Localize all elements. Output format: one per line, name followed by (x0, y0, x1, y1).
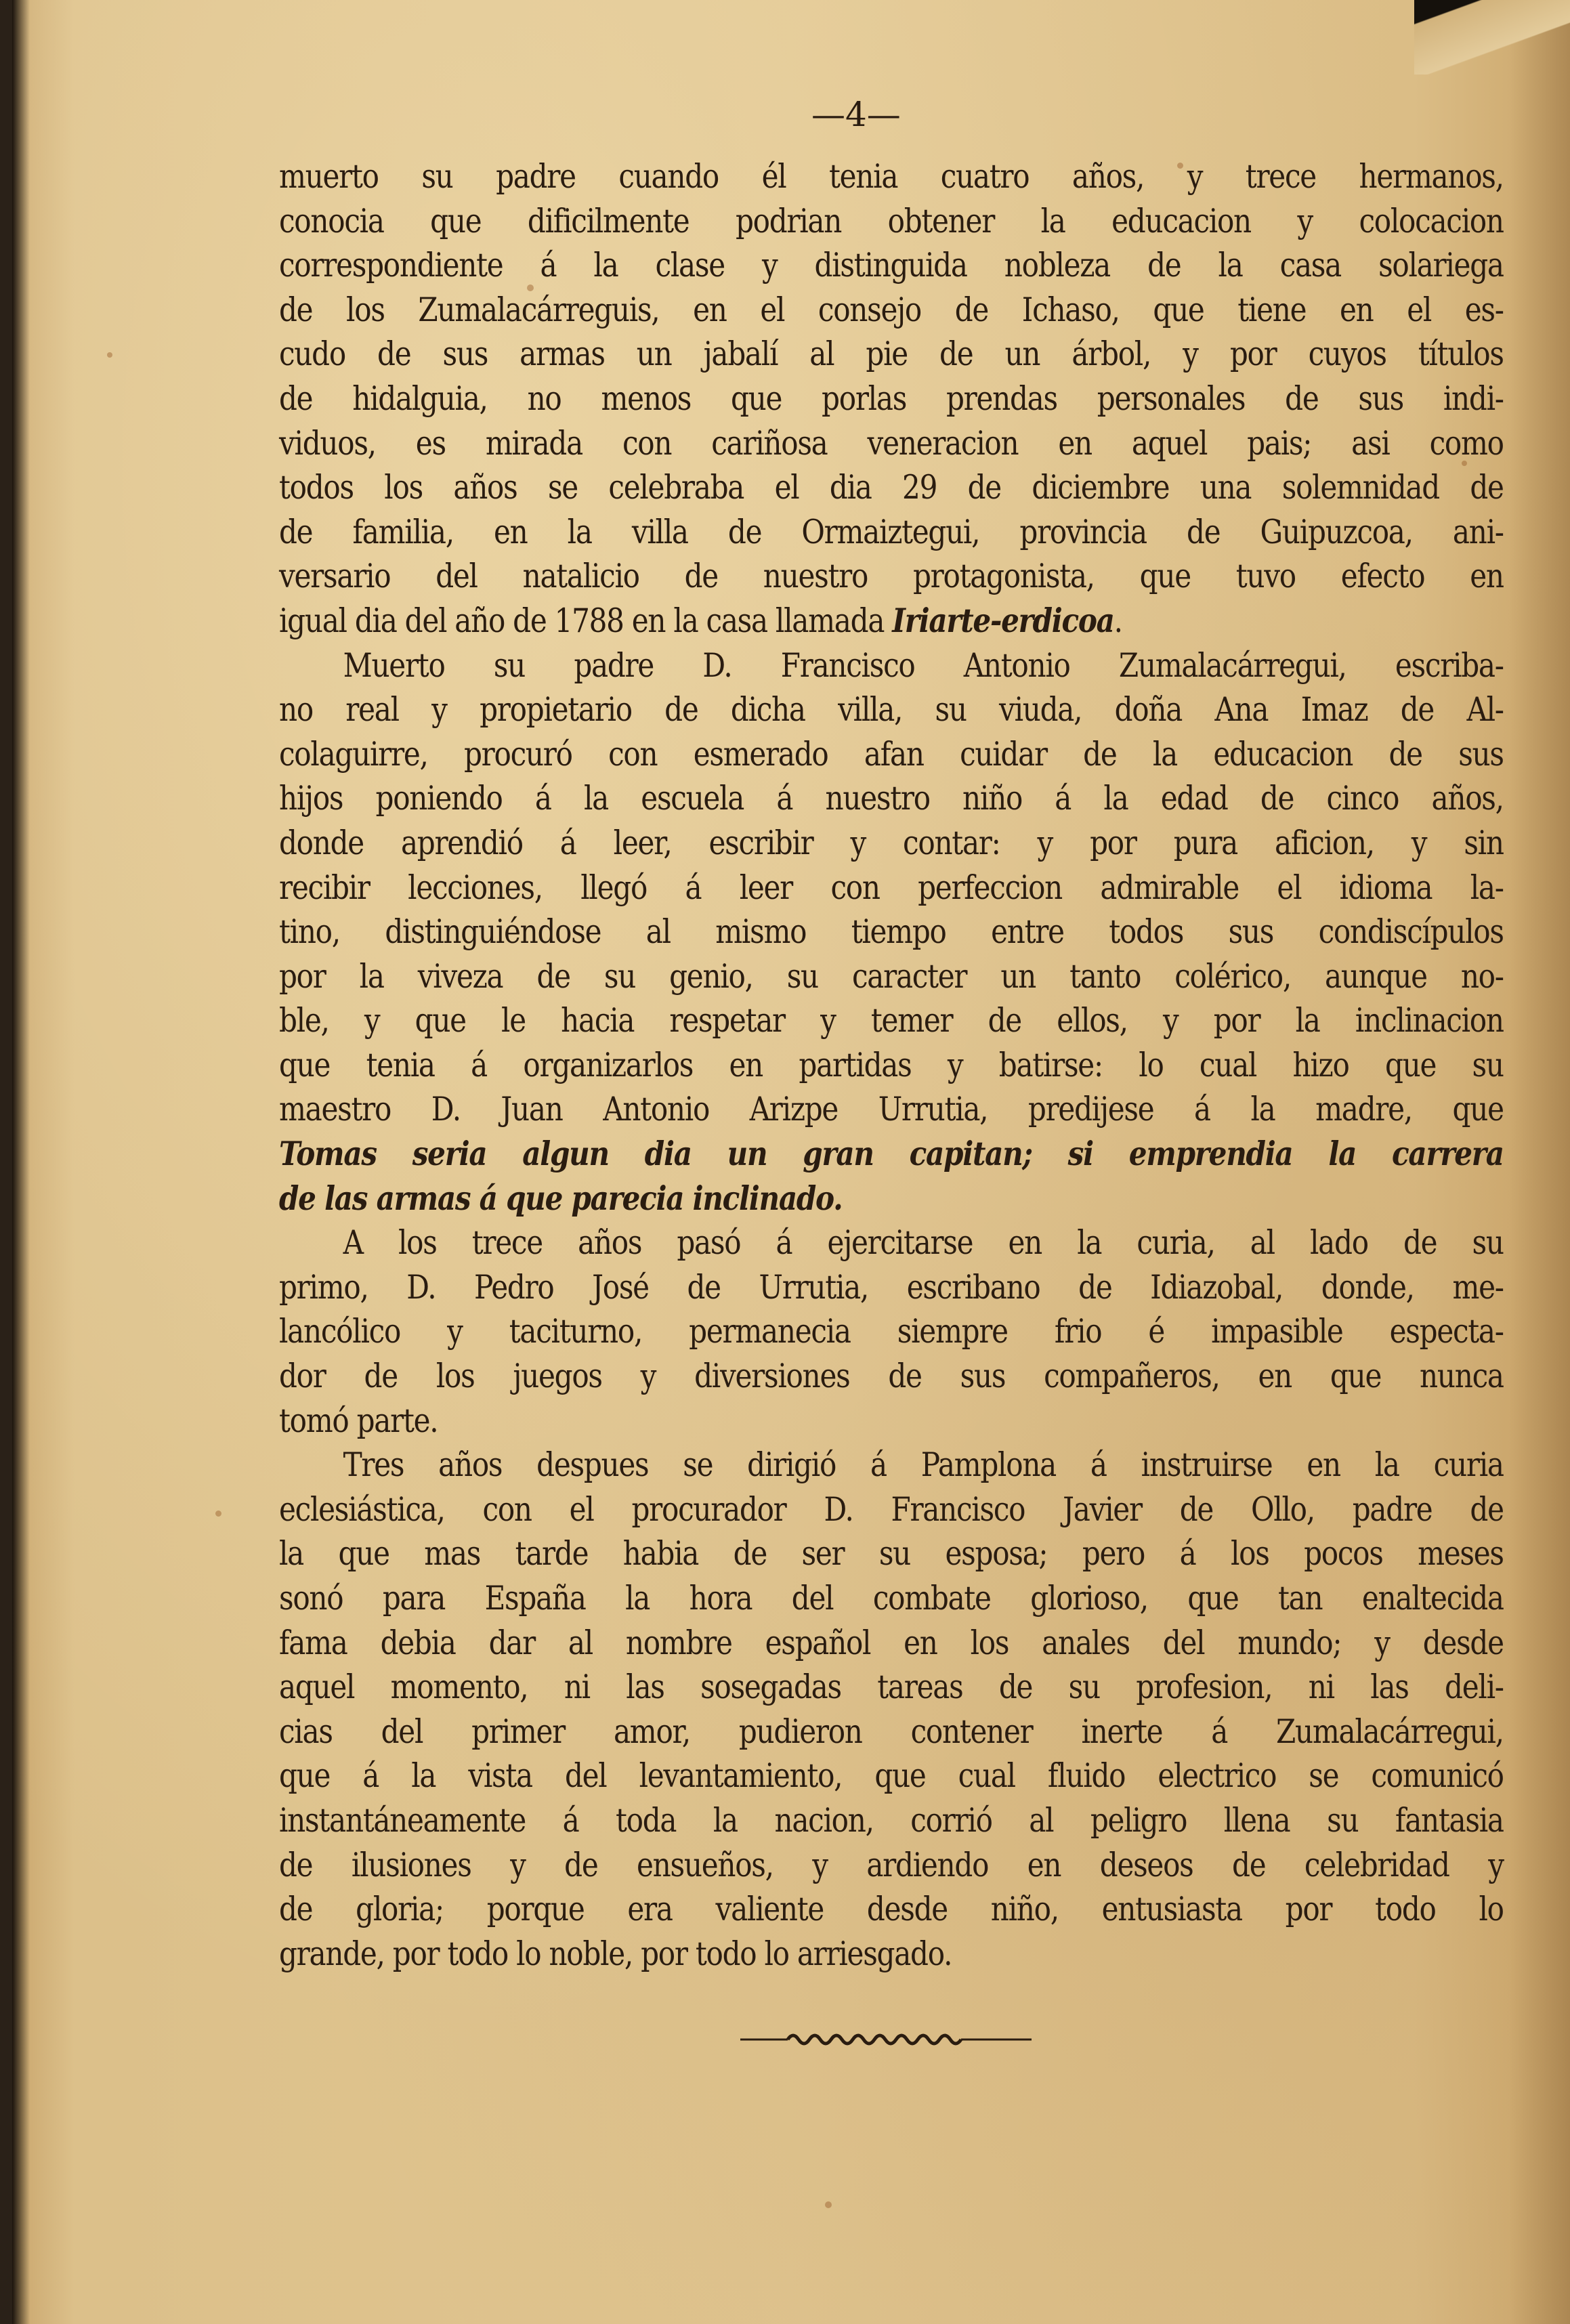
foxing-spot (1177, 163, 1183, 169)
text-line: de familia, en la villa de Ormaiztegui, provincia de Guipuzcoa, ani- (279, 512, 1504, 551)
folded-corner (1414, 0, 1570, 75)
text-line: A los trece años pasó á ejercitarse en la curia, al lado de su (343, 1223, 1504, 1263)
text-line: grande, por todo lo noble, por todo lo arriesgado. (279, 1934, 952, 1973)
text-run: igual dia del año de 1788 en la casa llamada (279, 601, 893, 640)
italic-text-line: de las armas á que parecia inclinado. (279, 1178, 843, 1218)
text-line: que á la vista del levantamiento, que cual fluido electrico se comunicó (279, 1756, 1504, 1796)
text-line: aquel momento, ni las sosegadas tareas de su profesion, ni las deli- (279, 1668, 1504, 1707)
page-number: —4— (811, 95, 901, 134)
wavy-rule-ornament (740, 2029, 1032, 2049)
text-line: todos los años se celebraba el dia 29 de diciembre una solemnidad de (279, 468, 1504, 507)
italic-house-name: Iriarte-erdicoa (892, 600, 1114, 640)
text-line (279, 599, 1504, 643)
text-line: no real y propietario de dicha villa, su viuda, doña Ana Imaz de Al- (279, 690, 1504, 730)
body-text (279, 154, 1504, 1976)
text-line: muerto su padre cuando él tenia cuatro años, y trece hermanos, (279, 157, 1504, 196)
page-edge-shadow (1509, 0, 1570, 2324)
paragraph-1 (279, 154, 1504, 643)
text-line: cudo de sus armas un jabalí al pie de un árbol, y por cuyos títulos (279, 335, 1504, 374)
text-line: viduos, es mirada con cariñosa veneracion en aquel pais; asi como (279, 423, 1504, 463)
text-line: Tres años despues se dirigió á Pamplona á instruirse en la curia (343, 1445, 1504, 1485)
foxing-spot (527, 284, 534, 291)
text-line: conocia que dificilmente podrian obtener la educacion y colocacion (279, 201, 1504, 240)
paragraph-2 (279, 643, 1504, 1221)
text-line: de gloria; porque era valiente desde niño, entusiasta por todo lo (279, 1890, 1504, 1929)
text-line: recibir lecciones, llegó á leer con perfeccion admirable el idioma la- (279, 868, 1504, 907)
text-line: eclesiástica, con el procurador D. Francisco Javier de Ollo, padre de (279, 1490, 1504, 1529)
foxing-spot (215, 1510, 221, 1517)
text-line: de hidalguia, no menos que porlas prendas personales de sus indi- (279, 379, 1504, 418)
text-line: Muerto su padre D. Francisco Antonio Zumalacárregui, escriba- (343, 646, 1504, 685)
foxing-spot (825, 2201, 832, 2208)
text-line: primo, D. Pedro José de Urrutia, escribano de Idiazobal, donde, me- (279, 1267, 1504, 1307)
text-line: la que mas tarde habia de ser su esposa; pero á los pocos meses (279, 1534, 1504, 1573)
text-line: de los Zumalacárreguis, en el consejo de Ichaso, que tiene en el es- (279, 290, 1504, 329)
paragraph-3 (279, 1221, 1504, 1443)
text-line: instantáneamente á toda la nacion, corrió al peligro llena su fantasia (279, 1800, 1504, 1840)
text-line: cias del primer amor, pudieron contener inerte á Zumalacárregui, (279, 1712, 1504, 1751)
text-line: tomó parte. (279, 1401, 438, 1440)
spine-shadow (12, 0, 30, 2324)
text-line: fama debia dar al nombre español en los anales del mundo; y desde (279, 1623, 1504, 1662)
text-line: versario del natalicio de nuestro protagonista, que tuvo efecto en (279, 557, 1504, 596)
text-line: maestro D. Juan Antonio Arizpe Urrutia, predijese á la madre, que (279, 1090, 1504, 1129)
text-line: tino, distinguiéndose al mismo tiempo entre todos sus condiscípulos (279, 912, 1504, 952)
text-line: correspondiente á la clase y distinguida nobleza de la casa solariega (279, 246, 1504, 285)
text-line: de ilusiones y de ensueños, y ardiendo en deseos de celebridad y (279, 1845, 1504, 1884)
italic-text-line: Tomas seria algun dia un gran capitan; si emprendia la carrera (279, 1134, 1504, 1174)
text-line: donde aprendió á leer, escribir y contar: y por pura aficion, y sin (279, 823, 1504, 862)
paragraph-4 (279, 1443, 1504, 1976)
foxing-spot (1462, 461, 1467, 466)
text-line: ble, y que le hacia respetar y temer de ellos, y por la inclinacion (279, 1001, 1504, 1040)
text-line: dor de los juegos y diversiones de sus compañeros, en que nunca (279, 1357, 1504, 1396)
text-line: hijos poniendo á la escuela á nuestro niño á la edad de cinco años, (279, 779, 1504, 818)
text-line: sonó para España la hora del combate glorioso, que tan enaltecida (279, 1579, 1504, 1618)
text-run: . (1113, 601, 1122, 640)
book-page (12, 0, 1570, 2324)
foxing-spot (107, 352, 112, 358)
text-line: que tenia á organizarlos en partidas y batirse: lo cual hizo que su (279, 1045, 1504, 1084)
text-line: colaguirre, procuró con esmerado afan cuidar de la educacion de sus (279, 734, 1504, 774)
text-line: lancólico y taciturno, permanecia siempre frio é impasible especta- (279, 1312, 1504, 1351)
text-line: por la viveza de su genio, su caracter un tanto colérico, aunque no- (279, 956, 1504, 996)
